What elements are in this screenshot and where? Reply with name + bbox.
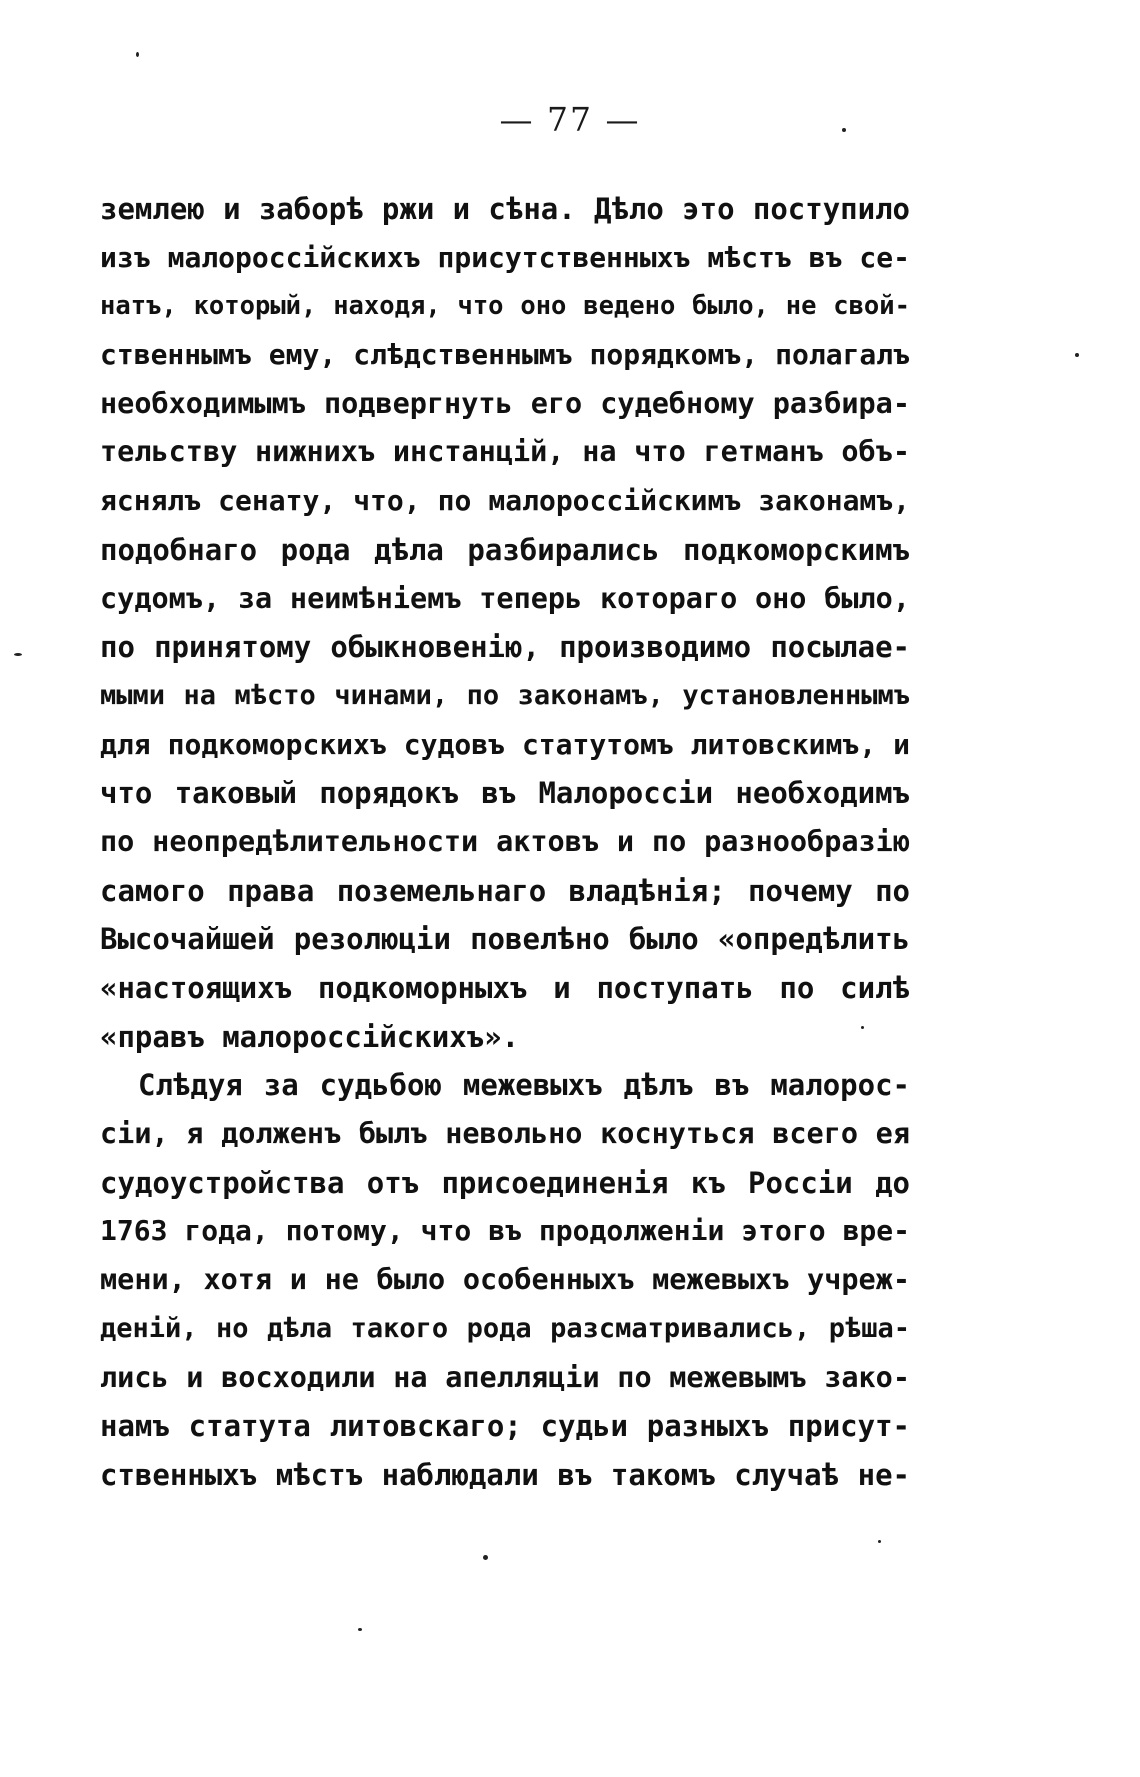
scan-speck (136, 52, 139, 57)
text-line: для подкоморскихъ судовъ статутомъ литовскимъ, и (100, 727, 910, 761)
scan-speck (1075, 353, 1079, 357)
text-line: тельству нижнихъ инстанцій, на что гетманъ объ- (100, 435, 910, 469)
text-line: по принятому обыкновенію, производимо посылае- (100, 630, 910, 665)
text-line: ственныхъ мѣстъ наблюдали въ такомъ случаѣ не- (100, 1457, 910, 1492)
scan-speck (358, 1628, 362, 1631)
page-number: — 77 — (499, 100, 641, 139)
text-line: судомъ, за неимѣніемъ теперь котораго оно было, (100, 581, 910, 615)
scan-speck (878, 1540, 881, 1543)
text-line: судоустройства отъ присоединенія къ Россіи до (100, 1165, 910, 1200)
text-line: мени, хотя и не было особенныхъ межевыхъ учреж- (100, 1263, 910, 1297)
text-line: мыми на мѣсто чинами, по законамъ, установленнымъ (100, 679, 910, 711)
scan-speck (861, 1026, 864, 1029)
text-line: землею и заборѣ ржи и сѣна. Дѣло это поступило (100, 192, 910, 226)
scan-speck (14, 653, 22, 656)
text-line: по неопредѣлительности актовъ и по разнообразію (100, 824, 910, 858)
text-line: намъ статута литовскаго; судьи разныхъ присут- (100, 1409, 910, 1444)
text-line: натъ, который, находя, что оно ведено было, не свой- (100, 291, 910, 322)
scan-speck (483, 1555, 488, 1560)
text-line: «настоящихъ подкоморныхъ и поступать по силѣ (100, 971, 910, 1005)
text-line: ственнымъ ему, слѣдственнымъ порядкомъ, полагалъ (100, 338, 910, 372)
text-line: лись и восходили на апелляціи по межевымъ зако- (100, 1360, 910, 1394)
body-text (100, 185, 910, 1500)
text-line: самого права поземельнаго владѣнія; почему по (100, 873, 910, 908)
text-line: «правъ малороссійскихъ». (100, 1019, 520, 1054)
scan-speck (842, 128, 846, 132)
text-line: необходимымъ подвергнуть его судебному разбира- (100, 386, 910, 420)
text-line: яснялъ сенату, что, по малороссійскимъ законамъ, (100, 484, 910, 518)
text-line: изъ малороссійскихъ присутственныхъ мѣстъ въ се- (100, 240, 910, 274)
text-line: деній, но дѣла такого рода разсматривались, рѣша- (100, 1312, 910, 1344)
text-line: 1763 года, потому, что въ продолженіи этого вре- (100, 1214, 910, 1248)
paragraph-first-line: Слѣдуя за судьбою межевыхъ дѣлъ въ малорос- (138, 1068, 910, 1103)
text-line: что таковый порядокъ въ Малороссіи необходимъ (100, 776, 910, 811)
text-line: подобнаго рода дѣла разбирались подкоморскимъ (100, 532, 910, 567)
text-line: сіи, я долженъ былъ невольно коснуться всего ея (100, 1117, 910, 1151)
text-line: Высочайшей резолюціи повелѣно было «опредѣлить (100, 922, 910, 957)
